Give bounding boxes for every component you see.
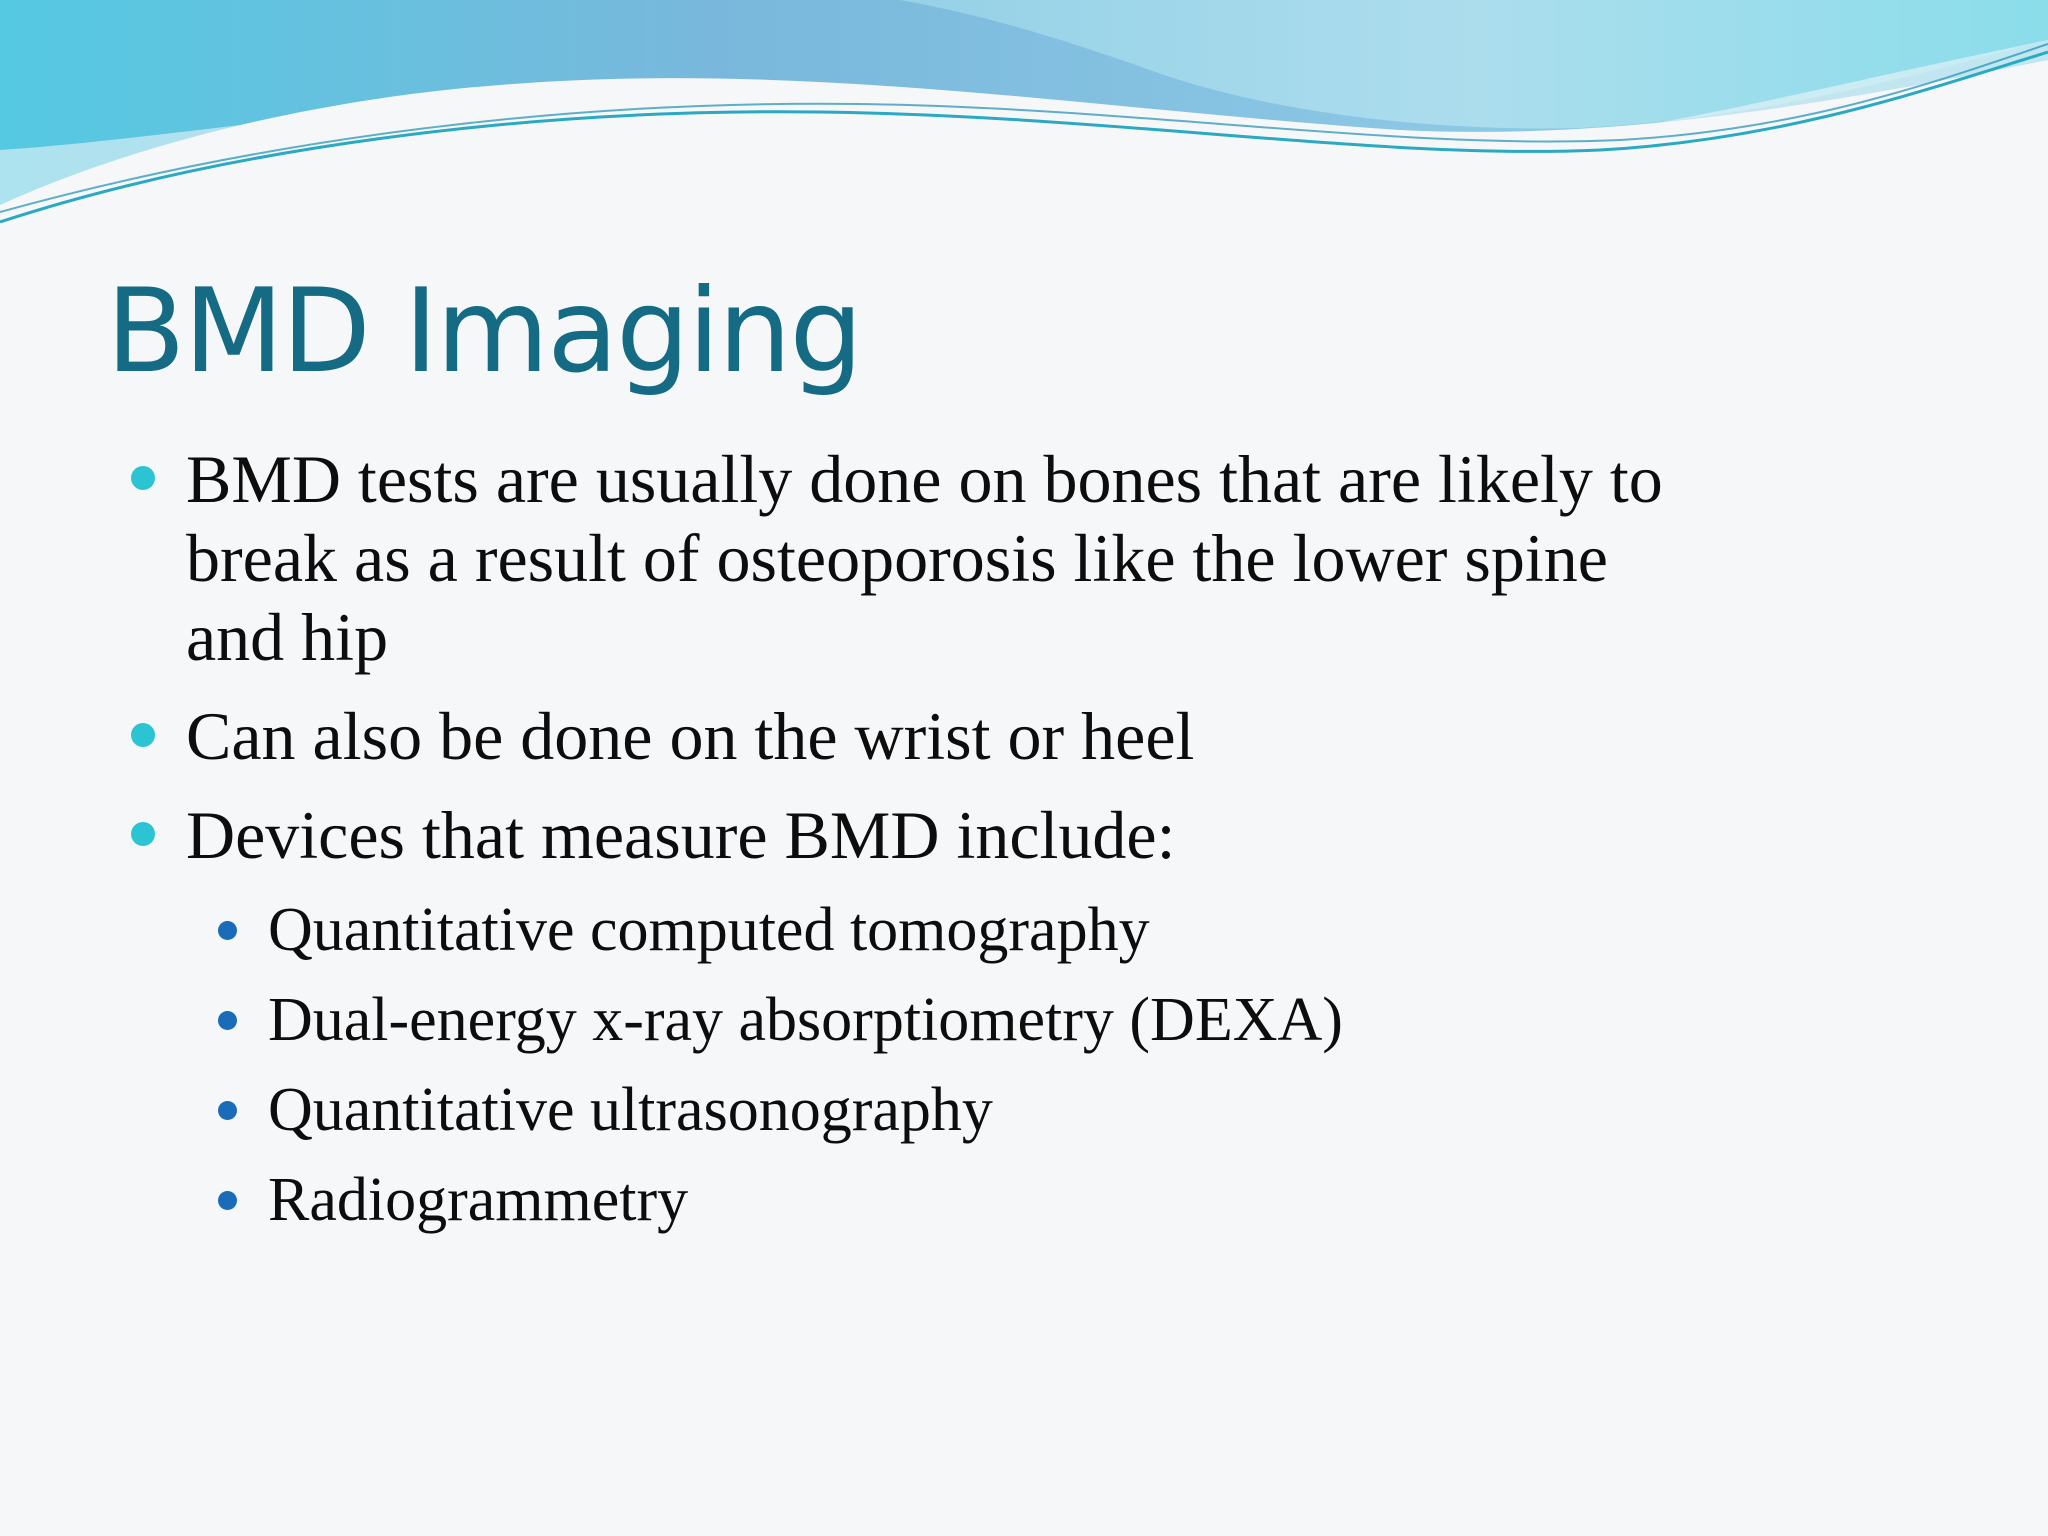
sub-bullet-item-3: Quantitative ultrasonography: [268, 1076, 993, 1144]
sub-bullet-dot-icon: [218, 921, 237, 940]
bullet-item-1-line-2: break as a result of osteoporosis like the lower spine: [186, 520, 1608, 596]
bullet-item-1-line-3: and hip: [186, 599, 389, 675]
bullet-dot-icon: [131, 466, 155, 490]
bullet-item-3: Devices that measure BMD include:: [186, 797, 1176, 873]
slide-title: BMD Imaging: [106, 264, 862, 399]
sub-bullet-item-2: Dual-energy x-ray absorptiometry (DEXA): [268, 986, 1343, 1054]
bullet-dot-icon: [131, 723, 155, 747]
sub-bullet-item-1: Quantitative computed tomography: [268, 896, 1150, 964]
sub-bullet-dot-icon: [218, 1191, 237, 1210]
sub-bullet-dot-icon: [218, 1101, 237, 1120]
sub-bullet-dot-icon: [218, 1011, 237, 1030]
sub-bullet-item-4: Radiogrammetry: [268, 1166, 689, 1234]
bullet-dot-icon: [131, 822, 155, 846]
bullet-item-1-line-1: BMD tests are usually done on bones that are likely to: [186, 441, 1663, 517]
bullet-item-2: Can also be done on the wrist or heel: [186, 698, 1195, 774]
